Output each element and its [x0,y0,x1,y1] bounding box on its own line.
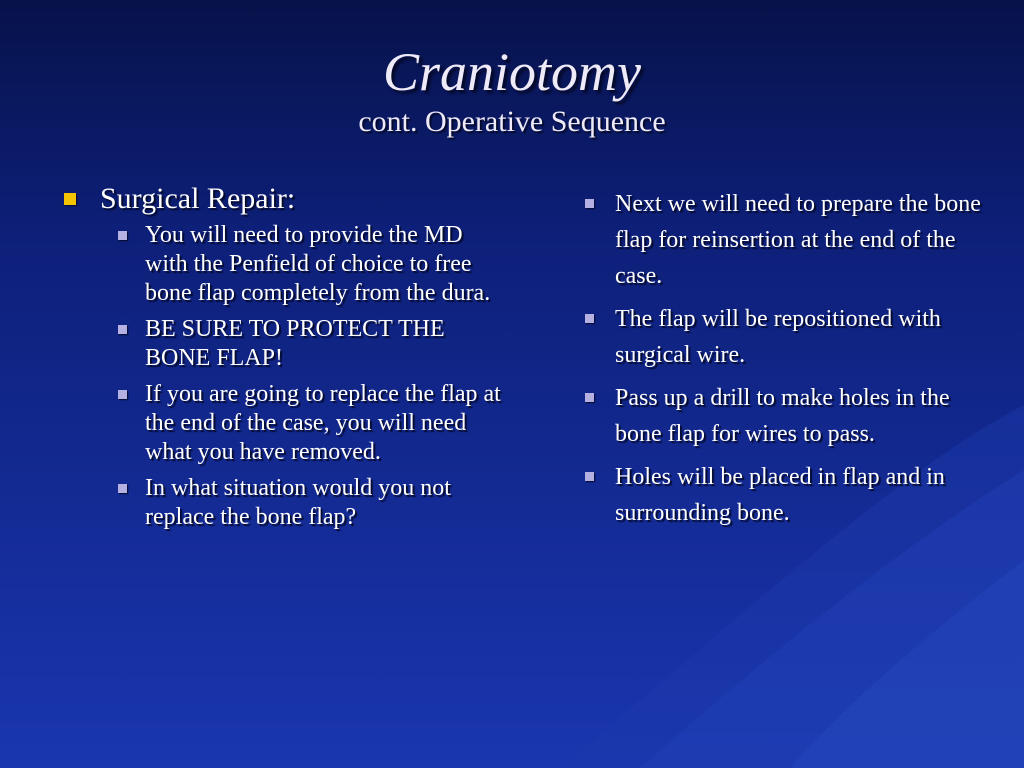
small-square-bullet-icon [585,314,594,323]
right-list-item [582,380,982,452]
right-list-item [582,301,982,373]
small-square-bullet-icon [118,231,127,240]
small-square-bullet-icon [118,484,127,493]
left-list-item-text: BE SURE TO PROTECT THE BONE FLAP! [145,316,445,371]
left-list-item [108,315,502,373]
left-list-item-text: In what situation would you not replace the bone flap? [145,475,451,530]
right-list-item [582,186,982,294]
small-square-bullet-icon [118,325,127,334]
right-list-item-text: Holes will be placed in flap and in surrounding bone. [615,464,945,526]
right-list-item [582,459,982,531]
left-list-item [108,380,502,467]
small-square-bullet-icon [585,472,594,481]
right-list-item-text: The flap will be repositioned with surgical wire. [615,306,941,368]
right-list-item-text: Next we will need to prepare the bone flap for reinsertion at the end of the case. [615,191,981,289]
left-sub-list [62,221,502,532]
left-list-item-text: You will need to provide the MD with the Penfield of choice to free bone flap completely from the dura. [145,222,491,306]
small-square-bullet-icon [118,390,127,399]
surgical-repair-heading: Surgical Repair: [100,182,296,215]
right-list-item-text: Pass up a drill to make holes in the bone flap for wires to pass. [615,385,950,447]
left-list-item [108,221,502,308]
square-bullet-icon [64,193,76,205]
right-column [582,186,982,538]
left-list-item-text: If you are going to replace the flap at the end of the case, you will need what you have removed. [145,381,501,465]
slide-title: Craniotomy [382,42,641,102]
left-column [62,181,502,539]
title-area [0,40,1024,140]
surgical-repair-heading-item [62,181,502,217]
small-square-bullet-icon [585,199,594,208]
left-list-item [108,474,502,532]
small-square-bullet-icon [585,393,594,402]
slide-subtitle: cont. Operative Sequence [358,105,666,138]
